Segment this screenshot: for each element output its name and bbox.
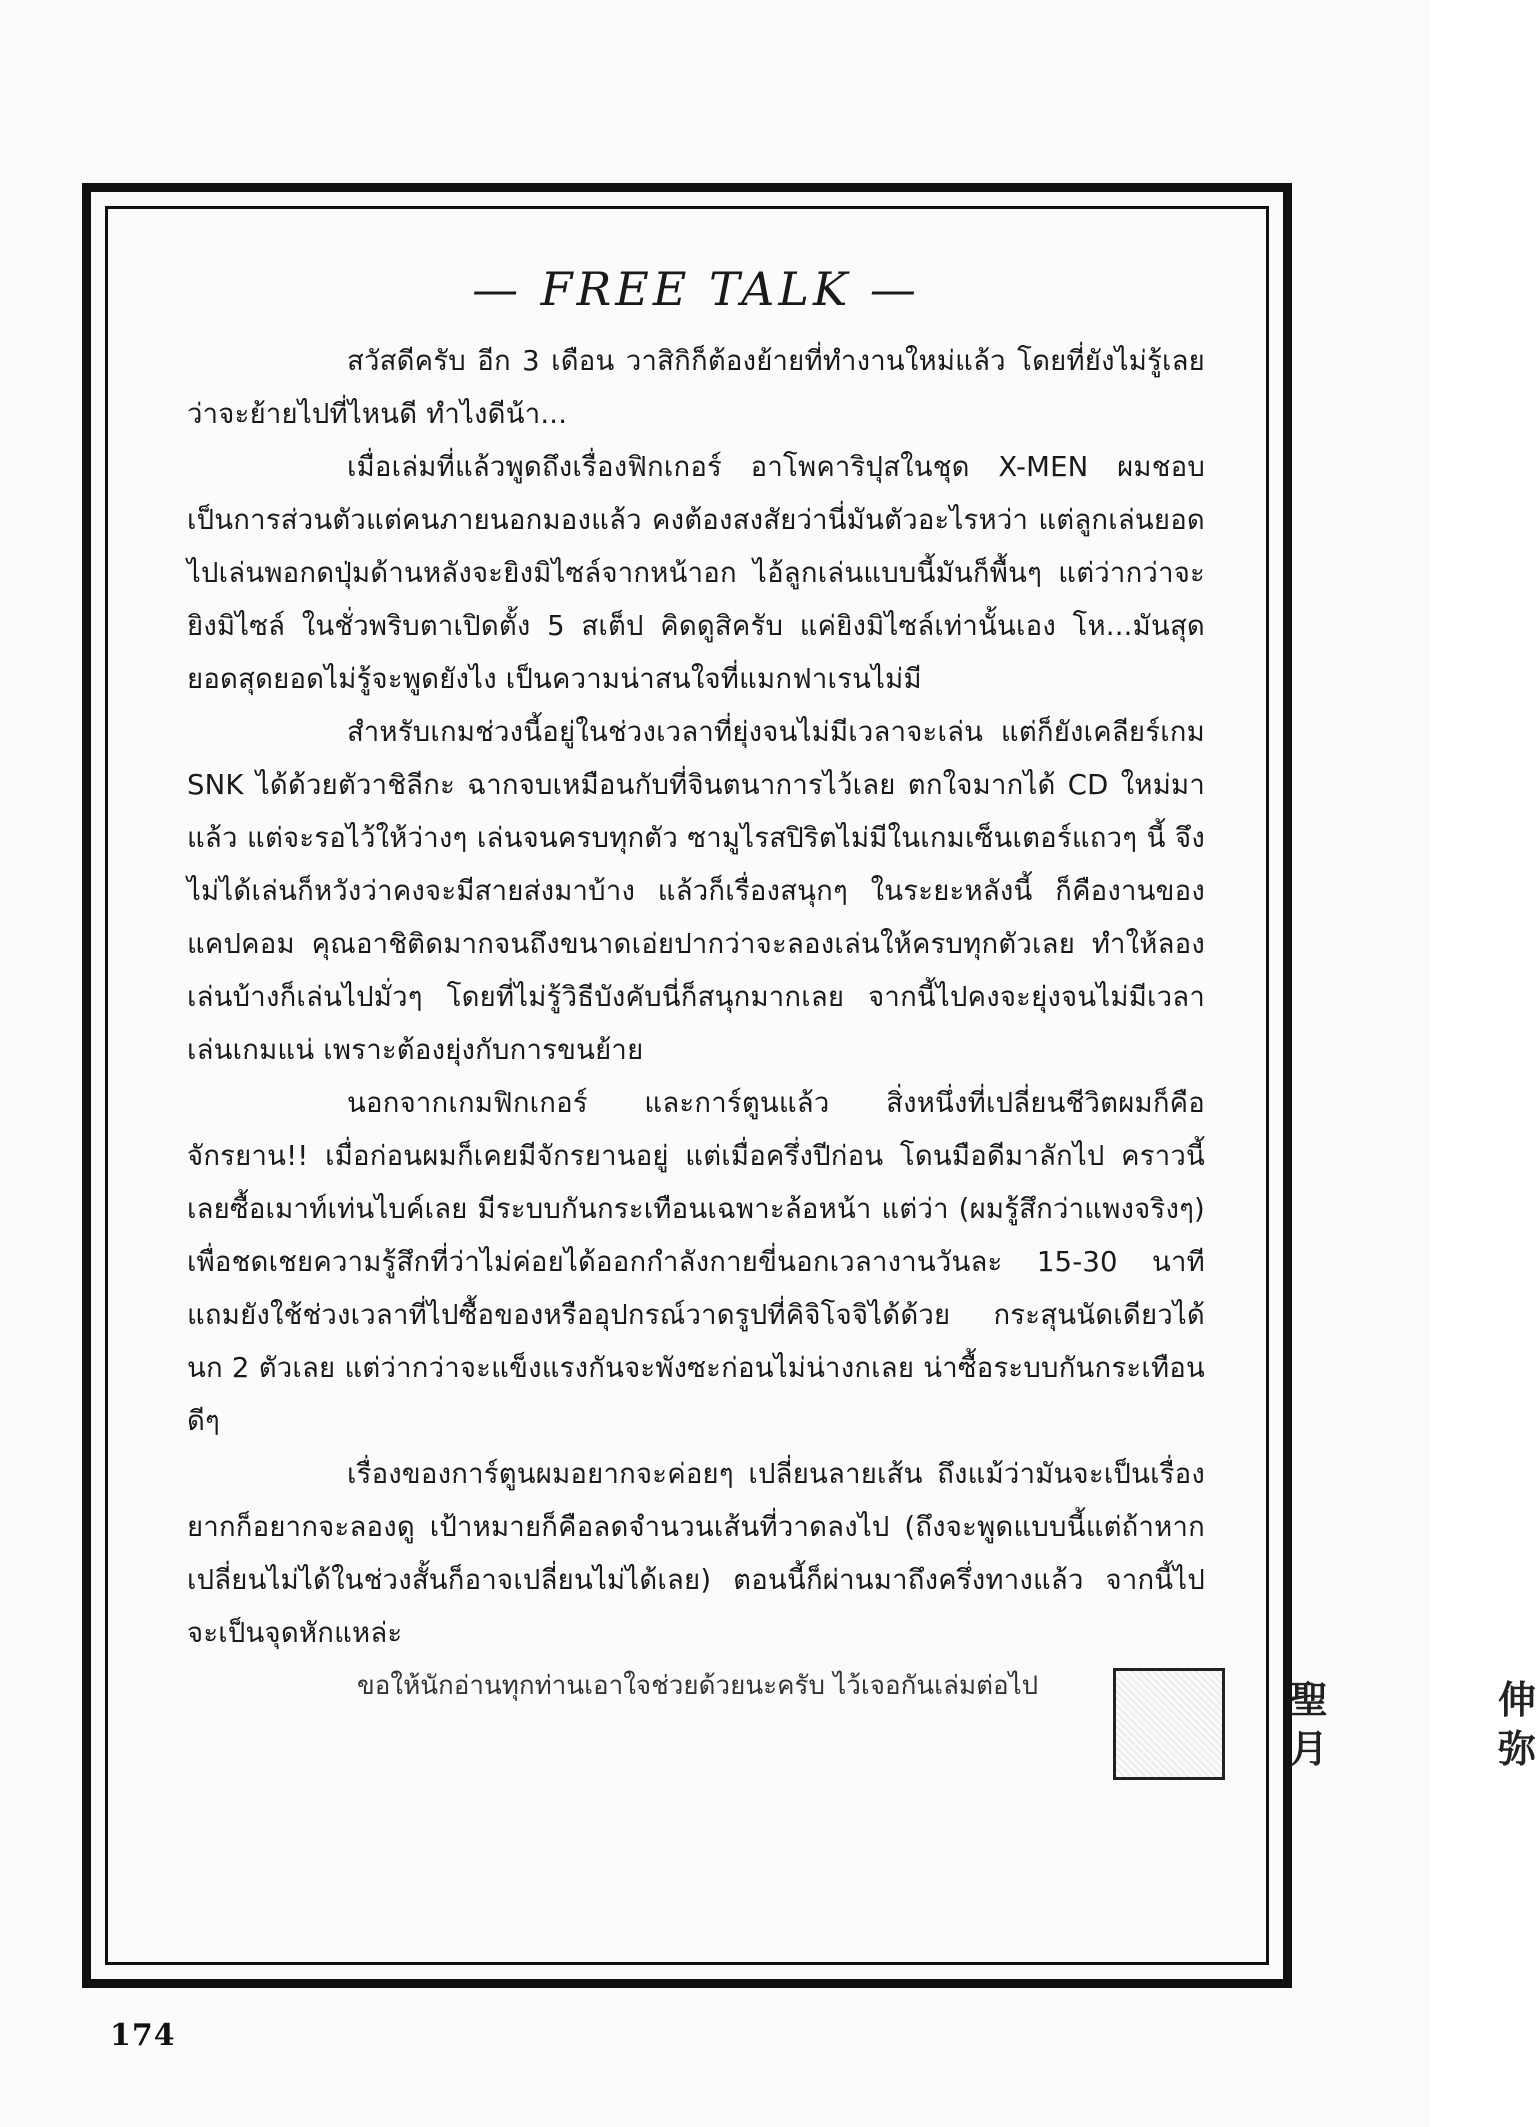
paragraph: สวัสดีครับ อีก 3 เดือน วาสิกิก็ต้องย้ายที่ทำงานใหม่แล้ว โดยที่ยังไม่รู้เลยว่าจะย้ายไปที่ไหนดี ทำไงดีน้า... [187,345,1205,431]
seal-character: 月 [1290,1725,1329,1771]
seal-character: 聖 [1290,1676,1329,1722]
paragraph: นอกจากเกมฟิกเกอร์ และการ์ตูนแล้ว สิ่งหนึ่งที่เปลี่ยนชีวิตผมก็คือจักรยาน!! เมื่อก่อนผมก็เคยมีจักรยานอยู่ แต่เมื่อครึ่งปีก่อน โดนมือดีมาลักไป คราวนี้เลยซื้อเมาท์เท่นไบค์เลย มีระบบกันกระเทือนเฉพาะล้อหน้า แต่ว่า (ผมรู้สึกว่าแพงจริงๆ) เพื่อชดเชยความรู้สึกที่ว่าไม่ค่อยได้ออกกำลังกายขี่นอกเวลางานวันละ 15-30 นาที แถมยังใช้ช่วงเวลาที่ไปซื้อของหรืออุปกรณ์วาดรูปที่คิจิโจจิได้ด้วย กระสุนนัดเดียวได้นก 2 ตัวเลย แต่ว่ากว่าจะแข็งแรงกันจะพังซะก่อนไม่น่างกเลย น่าซื้อระบบกันกระเทือนดีๆ [187,1087,1205,1438]
author-seal-stamp [1113,1668,1536,1780]
page-number: 174 [110,2018,176,2053]
free-talk-content [187,262,1536,1771]
paragraph: เรื่องของการ์ตูนผมอยากจะค่อยๆ เปลี่ยนลายเส้น ถึงแม้ว่ามันจะเป็นเรื่องยากก็อยากจะลองดู เป้าหมายก็คือลดจำนวนเส้นที่วาดลงไป (ถึงจะพูดแบบนี้แต่ถ้าหากเปลี่ยนไม่ได้ในช่วงสั้นก็อาจเปลี่ยนไม่ได้เลย) ตอนนี้ก็ผ่านมาถึงครึ่งทางแล้ว จากนี้ไปจะเป็นจุดหักแหล่ะ [187,1458,1205,1650]
free-talk-title: — FREE TALK — [472,262,920,316]
free-talk-box [82,183,1536,1988]
paragraph: สำหรับเกมช่วงนี้อยู่ในช่วงเวลาที่ยุ่งจนไม่มีเวลาจะเล่น แต่ก็ยังเคลียร์เกม SNK ได้ด้วยตัวาชิลีกะ ฉากจบเหมือนกับที่จินตนาการไว้เลย ตกใจมากได้ CD ใหม่มาแล้ว แต่จะรอไว้ให้ว่างๆ เล่นจนครบทุกตัว ซามูไรสปิริตไม่มีในเกมเซ็นเตอร์แถวๆ นี้ จึงไม่ได้เล่นก็หวังว่าคงจะมีสายส่งมาบ้าง แล้วก็เรื่องสนุกๆ ในระยะหลังนี้ ก็คืองานของแคปคอม คุณอาชิติดมากจนถึงขนาดเอ่ยปากว่าจะลองเล่นให้ครบทุกตัวเลย ทำให้ลองเล่นบ้างก็เล่นไปมั่วๆ โดยที่ไม่รู้วิธีบังคับนี่ก็สนุกมากเลย จากนี้ไปคงจะยุ่งจนไม่มีเวลาเล่นเกมแน่ เพราะต้องยุ่งกับการขนย้าย [187,716,1205,1067]
seal-character: 伸 [1498,1676,1536,1722]
closing-line [187,1660,1536,1771]
paragraph: เมื่อเล่มที่แล้วพูดถึงเรื่องฟิกเกอร์ อาโพคาริปุสในชุด X-MEN ผมชอบเป็นการส่วนตัวแต่คนภายนอกมองแล้ว คงต้องสงสัยว่านี่มันตัวอะไรหว่า แต่ลูกเล่นยอดไปเล่นพอกดปุ่มด้านหลังจะยิงมิไซล์จากหน้าอก ไอ้ลูกเล่นแบบนี้มันก็พื้นๆ แต่ว่ากว่าจะยิงมิไซล์ ในชั่วพริบตาเปิดตั้ง 5 สเต็ป คิดดูสิครับ แค่ยิงมิไซล์เท่านั้นเอง โห...มันสุดยอดสุดยอดไม่รู้จะพูดยังไง เป็นความน่าสนใจที่แมกฟาเรนไม่มี [187,451,1205,696]
closing-text: ขอให้นักอ่านทุกท่านเอาใจช่วยด้วยนะครับ ไว้เจอกันเล่มต่อไป [357,1671,1039,1702]
seal-character: 弥 [1498,1725,1536,1771]
